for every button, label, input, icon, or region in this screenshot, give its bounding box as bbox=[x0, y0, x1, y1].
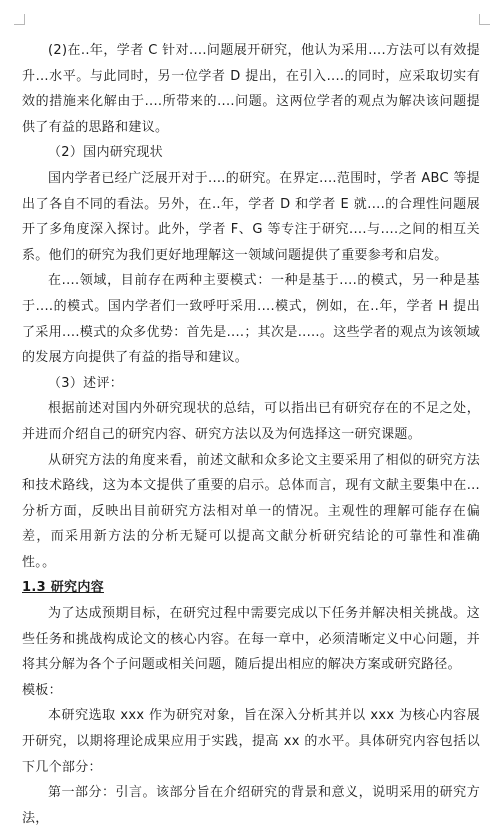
paragraph-template-intro: 本研究选取 xxx 作为研究对象，旨在深入分析其并以 xxx 为核心内容展开研究，以期将理论成果应用于实践，提高 xx 的水平。具体研究内容包括以下几个部分： bbox=[22, 708, 480, 775]
paragraph-research-content: 为了达成预期目标，在研究过程中需要完成以下任务并解决相关挑战。这些任务和挑战构成论文的核心内容。在每一章中，必须清晰定义中心问题，并将其分解为各个子问题或相关问题，随后提出相应的解决方案或研究路径。 bbox=[22, 606, 480, 673]
margin-corner-mark-right bbox=[479, 14, 490, 25]
template-label: 模板： bbox=[22, 682, 62, 698]
margin-corner-mark-left bbox=[14, 14, 25, 25]
paragraph-domestic-research-2: 在....领域，目前存在两种主要模式：一种是基于....的模式，另一种是基于....的模式。国内学者们一致呼吁采用....模式，例如，在..年，学者 H 提出了采用....模式的众多优势：首先是....；其次是.....。这些学者的观点为该领域的发展方向提供了有益的指导和建议。 bbox=[22, 273, 480, 366]
paragraph-review-2: 从研究方法的角度来看，前述文献和众多论文主要采用了相似的研究方法和技术路线，这为本文提供了重要的启示。总体而言，现有文献主要集中在...分析方面，反映出目前研究方法相对单一的情况。主观性的理解可能存在偏差，而采用新方法的分析无疑可以提高文献分析研究结论的可靠性和准确性。。 bbox=[22, 452, 480, 570]
section-heading-research-content: 1.3 研究内容 bbox=[22, 580, 104, 596]
paragraph-foreign-research-continued: (2)在..年，学者 C 针对....问题展开研究，他认为采用....方法可以有效提升...水平。与此同时，另一位学者 D 提出，在引入....的同时，应采取切实有效的措施来化解由于....所带来的....问题。这两位学者的观点为解决该问题提供了有益的思路和建议。 bbox=[22, 43, 480, 135]
subheading-domestic-research: （2）国内研究现状 bbox=[48, 145, 163, 161]
paragraph-part-one: 第一部分：引言。该部分旨在介绍研究的背景和意义，说明采用的研究方法， bbox=[22, 785, 480, 826]
document-body bbox=[22, 38, 480, 831]
paragraph-domestic-research-1: 国内学者已经广泛展开对于....的研究。在界定....范围时，学者 ABC 等提出了各自不同的看法。另外，在..年，学者 D 和学者 E 就....的合理性问题展开了多角度深入探讨。此外，学者 F、G 等专注于研究....与....之间的相互关系。他们的研究为我们更好地理解这一领域问题提供了重要参考和启发。 bbox=[22, 170, 480, 263]
paragraph-review-1: 根据前述对国内外研究现状的总结，可以指出已有研究存在的不足之处，并进而介绍自己的研究内容、研究方法以及为何选择这一研究课题。 bbox=[22, 401, 480, 442]
subheading-review: （3）述评： bbox=[48, 375, 124, 391]
